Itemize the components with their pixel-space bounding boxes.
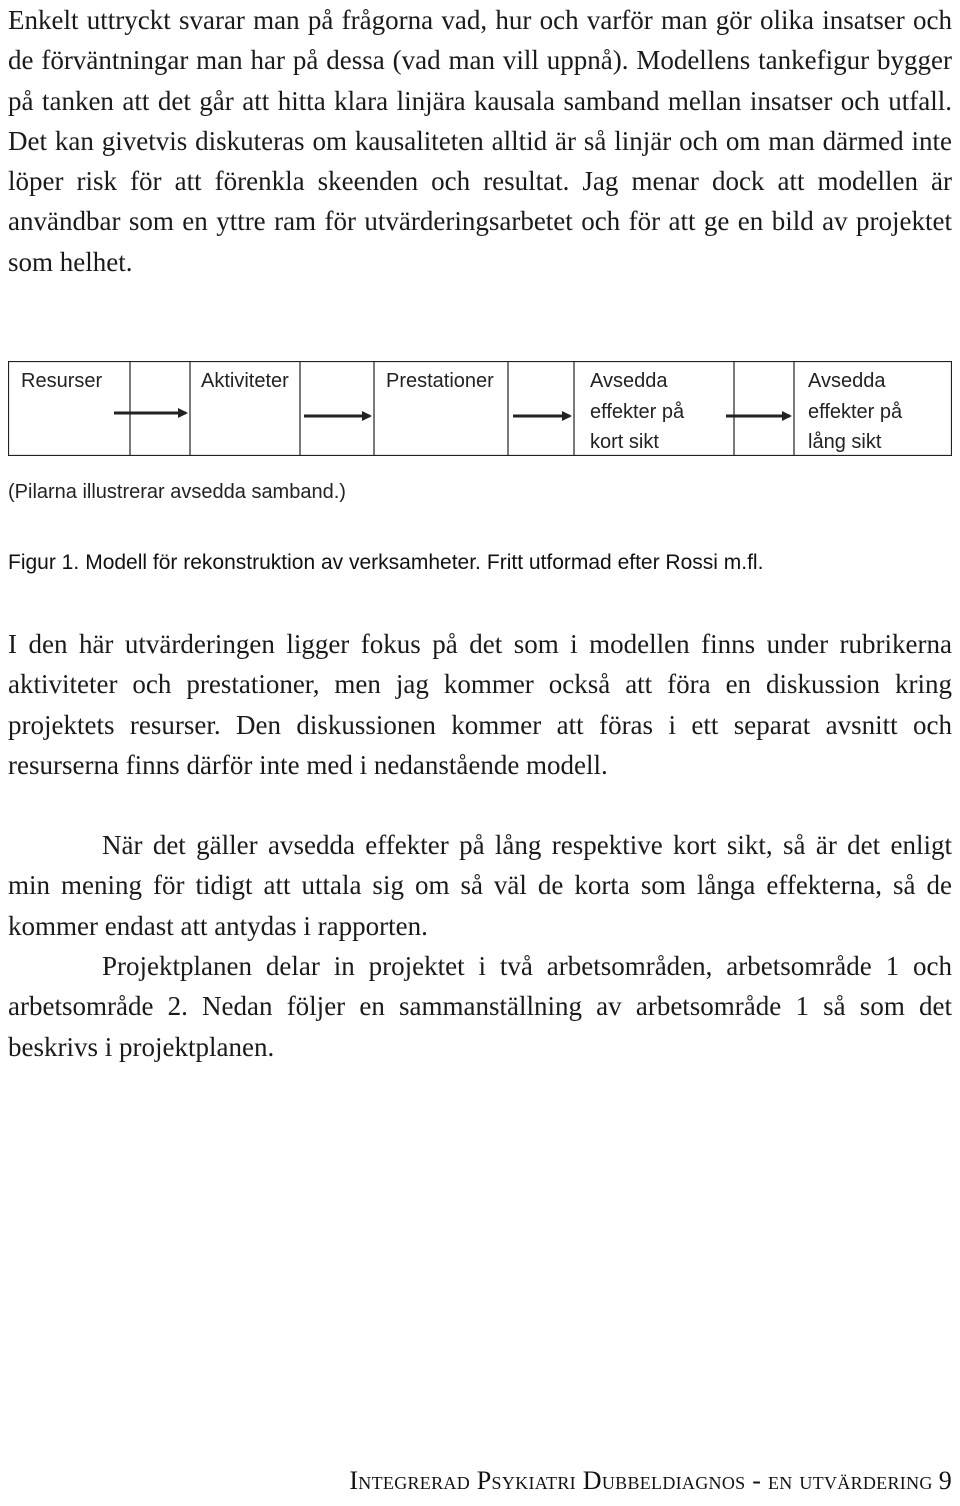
diagram-note: (Pilarna illustrerar avsedda samband.) — [8, 481, 346, 503]
figure-caption — [8, 551, 763, 575]
body-paragraph-2: I den här utvärderingen ligger fokus på det som i modellen finns under rubrikerna aktiviteter och prestationer, men jag kommer också att föra en diskussion kring projektets resurser. Den diskussionen kommer att föras i ett separat avsnitt och resurserna finns därför inte med i nedanstående modell. — [8, 629, 952, 780]
body-paragraph-3: När det gäller avsedda effekter på lång respektive kort sikt, så är det enligt min mening för tidigt att uttala sig om så väl de korta som långa effekterna, så de kommer endast att antydas i rapporten. — [8, 830, 952, 941]
page-footer — [349, 1466, 952, 1496]
logic-model-diagram — [8, 361, 952, 456]
figure-attribution: Fritt utformad efter Rossi m.fl. — [486, 551, 764, 574]
figure-title: Modell för rekonstruktion av verksamheter. — [85, 551, 481, 574]
box-kort-sikt: Avsedda effekter på kort sikt — [590, 370, 685, 453]
running-title: Integrerad Psykiatri Dubbeldiagnos - en utvärdering — [349, 1466, 933, 1495]
box-resurser: Resurser — [21, 370, 103, 392]
box-prestationer: Prestationer — [386, 370, 494, 392]
body-paragraph-1: Enkelt uttryckt svarar man på frågorna vad, hur och varför man gör olika insatser och de förväntningar man har på dessa (vad man vill uppnå). Modellens tankefigur bygger på tanken att det går att hitta klara linjära kausala samband mellan insatser och utfall. Det kan givetvis diskuteras om kausaliteten alltid är så linjär och om man därmed inte löper risk för att förenkla skeenden och resultat. Jag menar dock att modellen är användbar som en yttre ram för utvärderingsarbetet och för att ge en bild av projektet som helhet. — [8, 5, 952, 277]
box-lang-sikt: Avsedda effekter på lång sikt — [808, 370, 903, 453]
body-paragraph-4: Projektplanen delar in projektet i två arbetsområden, arbetsområde 1 och arbetsområde 2. Nedan följer en sammanställning av arbetsområde 1 så som det beskrivs i projektplanen. — [8, 951, 952, 1062]
figure-number: Figur 1. — [8, 551, 80, 574]
page-number: 9 — [938, 1466, 952, 1495]
box-aktiviteter: Aktiviteter — [201, 370, 289, 392]
